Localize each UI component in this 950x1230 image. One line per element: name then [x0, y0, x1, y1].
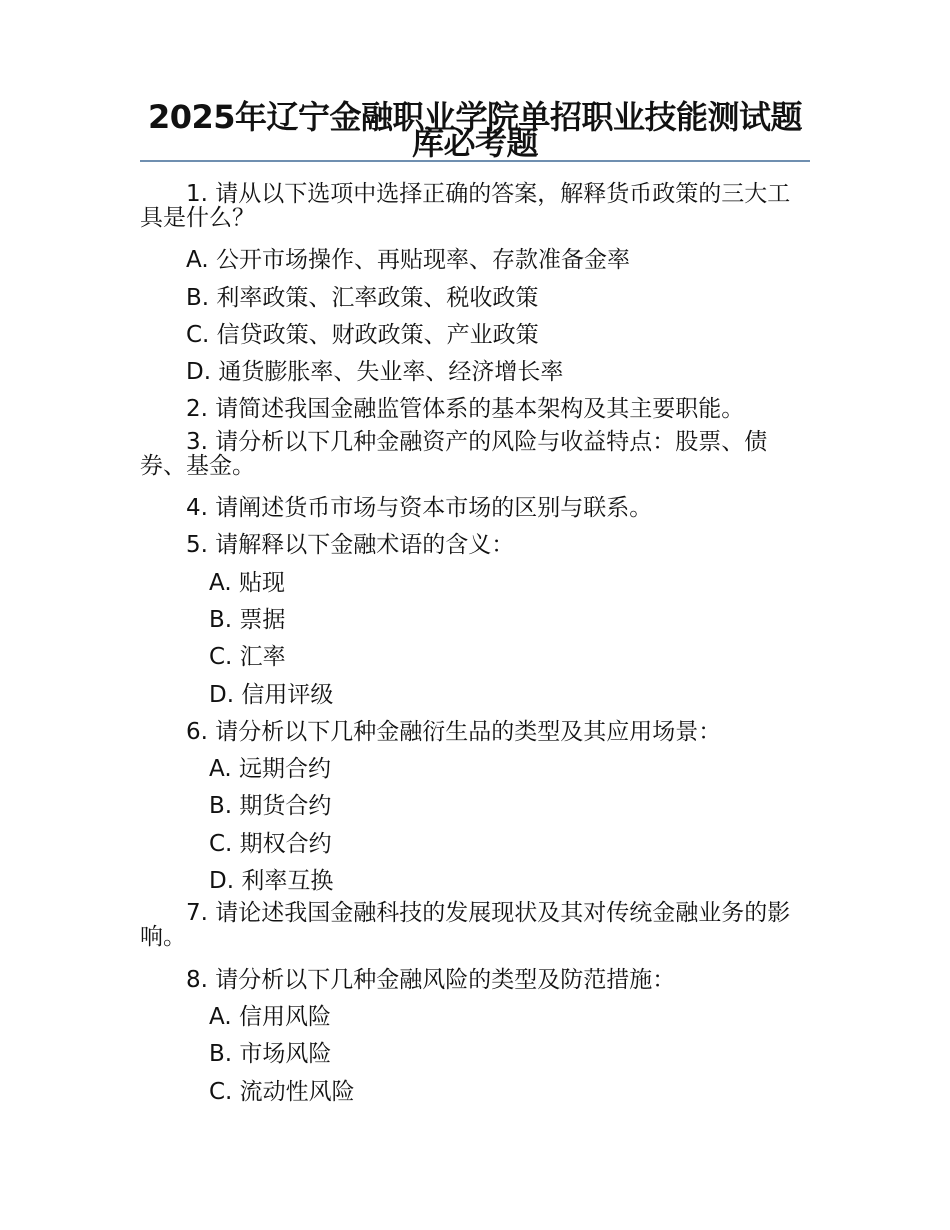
option-text: C. 流动性风险: [209, 1078, 355, 1105]
question-list: [140, 182, 812, 1112]
question-text: 4. 请阐述货币市场与资本市场的区别与联系。: [186, 495, 653, 522]
option-text: B. 期货合约: [209, 793, 332, 820]
title-divider: [140, 160, 810, 162]
question-text: 6. 请分析以下几种金融衍生品的类型及其应用场景：: [186, 718, 722, 745]
question-text: 3. 请分析以下几种金融资产的风险与收益特点：股票、债券、基金。: [140, 428, 768, 479]
option-text: B. 利率政策、汇率政策、税收政策: [186, 284, 539, 311]
question-text: 8. 请分析以下几种金融风险的类型及防范措施：: [186, 966, 676, 993]
option-text: D. 利率互换: [209, 868, 334, 895]
question-text: 7. 请论述我国金融科技的发展现状及其对传统金融业务的影响。: [140, 900, 791, 951]
option-text: A. 远期合约: [209, 756, 331, 783]
option-text: A. 贴现: [209, 569, 285, 596]
option-text: C. 期权合约: [209, 830, 332, 857]
option-text: D. 通货膨胀率、失业率、经济增长率: [186, 359, 564, 386]
option-text: D. 信用评级: [209, 681, 334, 708]
option-text: A. 公开市场操作、再贴现率、存款准备金率: [186, 247, 630, 274]
option-text: C. 信贷政策、财政政策、产业政策: [186, 321, 539, 348]
document-title: 2025年辽宁金融职业学院单招职业技能测试题库必考题: [147, 98, 803, 162]
question-text: 2. 请简述我国金融监管体系的基本架构及其主要职能。: [186, 396, 745, 423]
question-text: 5. 请解释以下金融术语的含义：: [186, 532, 515, 559]
question-text: 1. 请从以下选项中选择正确的答案，解释货币政策的三大工具是什么？: [140, 181, 791, 231]
option-text: C. 汇率: [209, 644, 286, 671]
option-text: B. 票据: [209, 606, 286, 633]
option-text: A. 信用风险: [209, 1003, 331, 1030]
option-text: B. 市场风险: [209, 1041, 332, 1068]
